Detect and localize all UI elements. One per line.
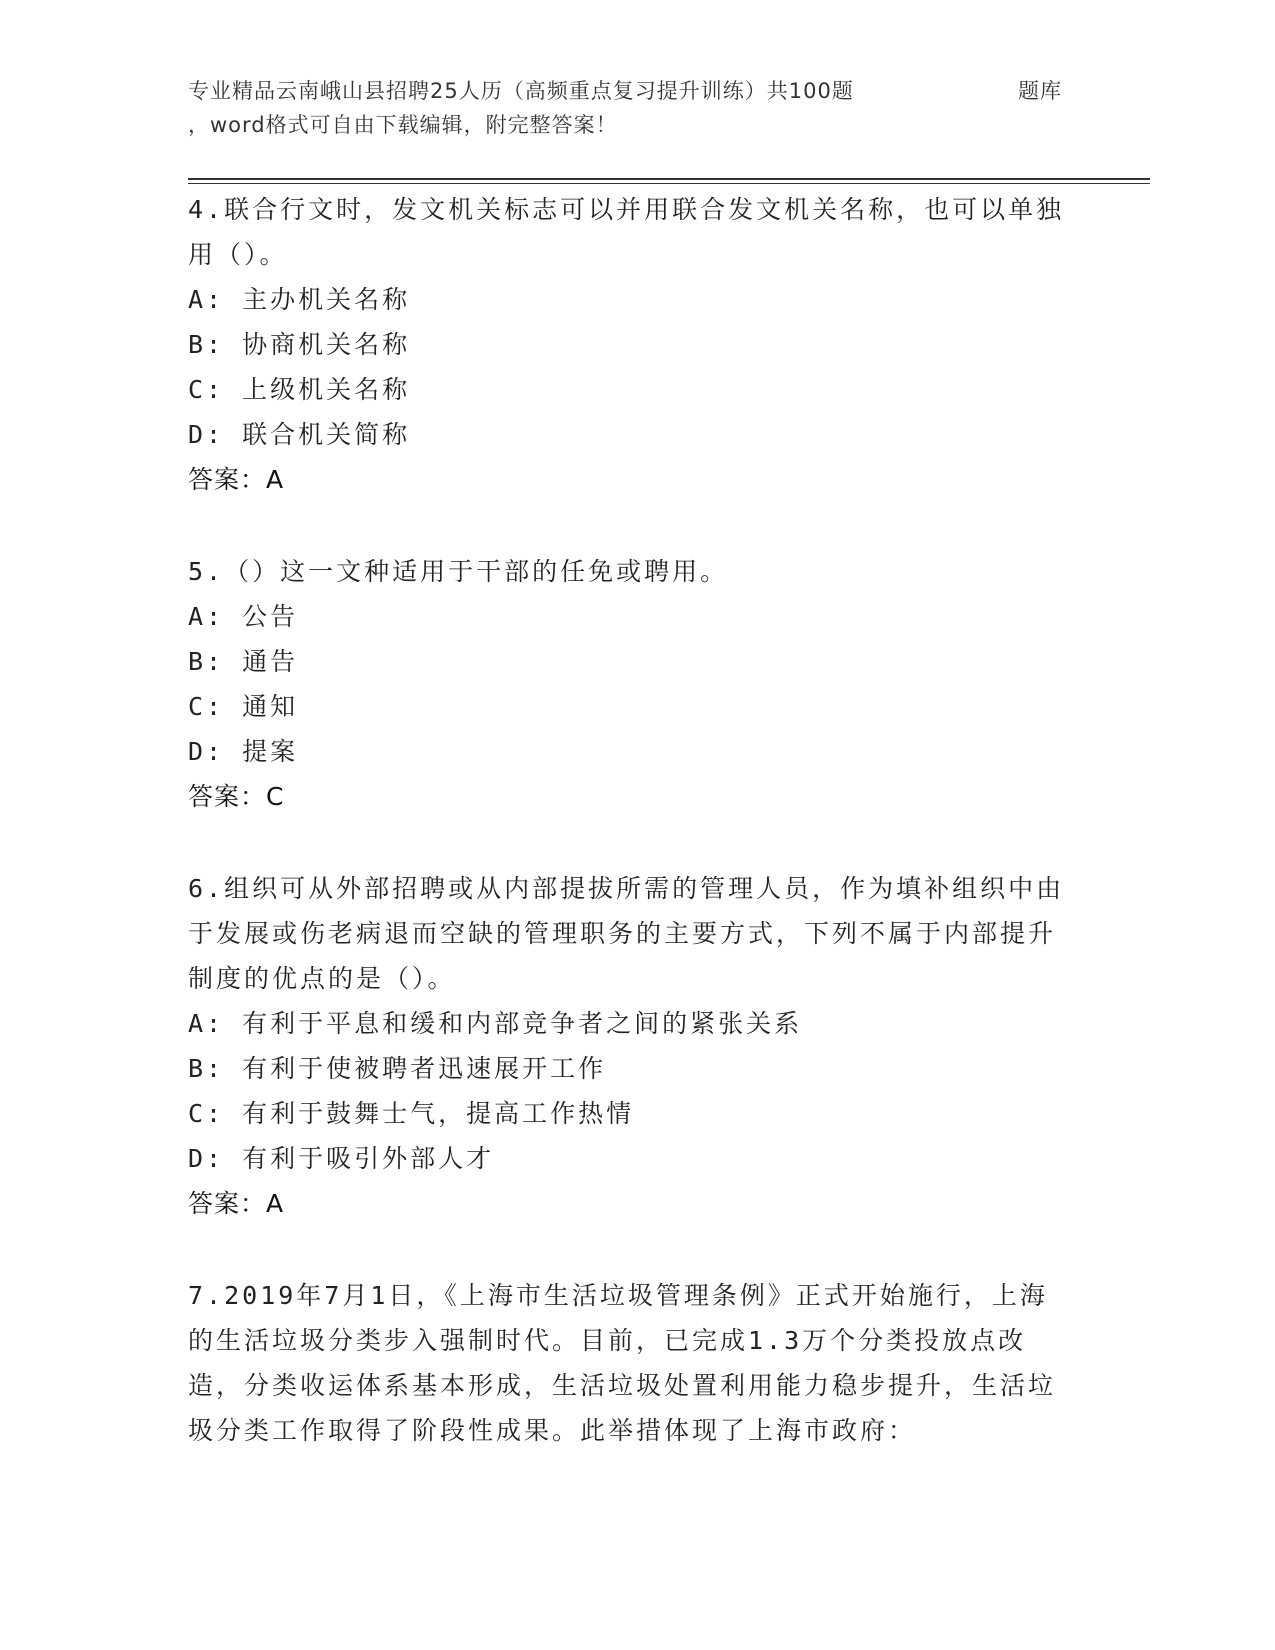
option-b: B: 通告: [188, 647, 299, 676]
question-text: 5.（）这一文种适用于干部的任免或聘用。: [188, 557, 729, 586]
question-gap: [188, 819, 1068, 866]
header-subtitle: ，word格式可自由下载编辑，附完整答案！: [188, 113, 618, 137]
question-6: [188, 866, 1068, 1226]
option-c: C: 有利于鼓舞士气，提高工作热情: [188, 1099, 635, 1128]
header-divider-thin: [188, 183, 1150, 184]
question-text: 7.2019年7月1日，《上海市生活垃圾管理条例》正式开始施行，上海的生活垃圾分类步入强制时代。目前，已完成1.3万个分类投放点改造，分类收运体系基本形成，生活垃圾处置利用能力稳步提升，生活垃圾分类工作取得了阶段性成果。此举措体现了上海市政府：: [188, 1281, 1057, 1445]
answer-line: 答案：A: [188, 1189, 285, 1218]
option-b: B: 有利于使被聘者迅速展开工作: [188, 1054, 607, 1083]
option-b: B: 协商机关名称: [188, 330, 411, 359]
header-divider-thick: [188, 178, 1150, 180]
option-d: D: 提案: [188, 737, 299, 766]
option-a: A: 有利于平息和缓和内部竞争者之间的紧张关系: [188, 1009, 803, 1038]
answer-line: 答案：C: [188, 782, 285, 811]
question-gap: [188, 1226, 1068, 1273]
option-d: D: 联合机关简称: [188, 420, 411, 449]
page-header: [188, 74, 1088, 142]
question-text: 4.联合行文时，发文机关标志可以并用联合发文机关名称，也可以单独用（）。: [188, 195, 1065, 269]
header-tag: 题库: [1018, 79, 1062, 103]
option-c: C: 上级机关名称: [188, 375, 411, 404]
question-4: [188, 187, 1068, 502]
question-5: [188, 549, 1068, 819]
question-7: [188, 1273, 1068, 1453]
option-d: D: 有利于吸引外部人才: [188, 1144, 495, 1173]
question-text: 6.组织可从外部招聘或从内部提拔所需的管理人员，作为填补组织中由于发展或伤老病退而空缺的管理职务的主要方式，下列不属于内部提升制度的优点的是（）。: [188, 874, 1065, 993]
option-c: C: 通知: [188, 692, 299, 721]
question-list: [188, 187, 1068, 1453]
option-a: A: 主办机关名称: [188, 285, 411, 314]
answer-line: 答案：A: [188, 465, 285, 494]
header-title: 专业精品云南峨山县招聘25人历（高频重点复习提升训练）共100题: [188, 79, 854, 103]
question-gap: [188, 502, 1068, 549]
option-a: A: 公告: [188, 602, 299, 631]
